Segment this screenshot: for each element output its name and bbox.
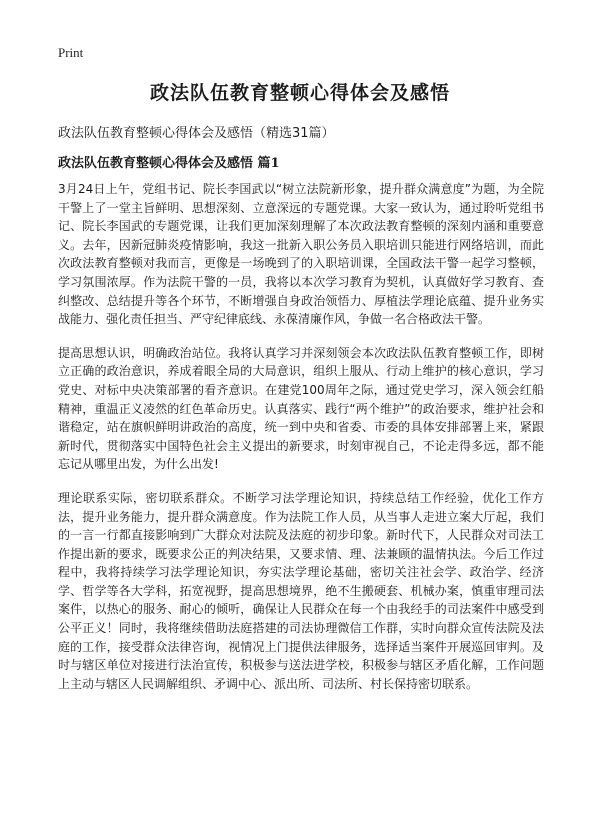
paragraph-3: 理论联系实际，密切联系群众。不断学习法学理论知识，持续总结工作经验，优化工作方法，提升业务能力，提升群众满意度。作为法院工作人员，从当事人走进立案大厅起，我们的一言一行都直接影响到广大群众对法院及法庭的初步印象。新时代下，人民群众对司法工作提出新的要求，既要求公正的判决结果，又要求情、理、法兼顾的温情执法。今后工作过程中，我将持续学习法学理论知识，夯实法学理论基础，密切关注社会学、政治学、经济学、哲学等各大学科，拓宽视野，提高思想境界，绝不生搬硬套、机械办案，慎重审理司法案件，以热心的服务、耐心的倾听，确保让人民群众在每一个由我经手的司法案件中感受到公平正义！同时，我将继续借助法庭搭建的司法协理微信工作群，实时向群众宣传法院及法庭的工作，接受群众法律咨询，视情况上门提供法律服务，选择适当案件开展巡回审判。及时与辖区单位对接进行法治宣传，积极参与送法进学校，积极参与辖区矛盾化解，工作问题上主动与辖区人民调解组织、矛调中心、派出所、司法所、村长保持密切联系。 [58,490,544,691]
section-heading: 政法队伍教育整顿心得体会及感悟 篇1 [58,156,280,171]
article-body [58,180,544,708]
paragraph-2: 提高思想认识，明确政治站位。我将认真学习并深刻领会本次政法队伍教育整顿工作，即树立正确的政治意识，养成着眼全局的大局意识，组织上服从、行动上维护的核心意识，学习党史、对标中央决策部署的看齐意识。在建党100周年之际，通过党史学习，深入领会红船精神，重温正义凌然的红色革命历史。认真落实、践行“两个维护”的政治要求，维护社会和谐稳定，站在旗帜鲜明讲政治的高度，统一到中央和省委、市委的具体安排部署上来，紧跟新时代，贯彻落实中国特色社会主义提出的新要求，时刻审视自己，不论走得多远，都不能忘记从哪里出发，为什么出发! [58,345,544,472]
paragraph-1: 3月24日上午，党组书记、院长李国武以“树立法院新形象，提升群众满意度”为题，为全院干警上了一堂主旨鲜明、思想深刻、立意深远的专题党课。大家一致认为，通过聆听党组书记、院长李国武的专题党课，让我们更加深刻理解了本次政法教育整顿的深刻内涵和重要意义。去年，因新冠肺炎疫情影响，我这一批新入职公务员入职培训只能进行网络培训，而此次政法教育整顿对我而言，更像是一场晚到了的入职培训课，全国政法干警一起学习整顿，学习氛围浓厚。作为法院干警的一员，我将以本次学习教育为契机，认真做好学习教育、查纠整改、总结提升等各个环节，不断增强自身政治领悟力、厚植法学理论底蕴、提升业务实战能力、强化责任担当、严守纪律底线、永葆清廉作风，争做一名合格政法干警。 [58,182,544,327]
document-subtitle: 政法队伍教育整顿心得体会及感悟（精选31篇） [58,126,335,141]
page-title: 政法队伍教育整顿心得体会及感悟 [149,82,450,104]
print-link[interactable]: Print [58,45,84,60]
